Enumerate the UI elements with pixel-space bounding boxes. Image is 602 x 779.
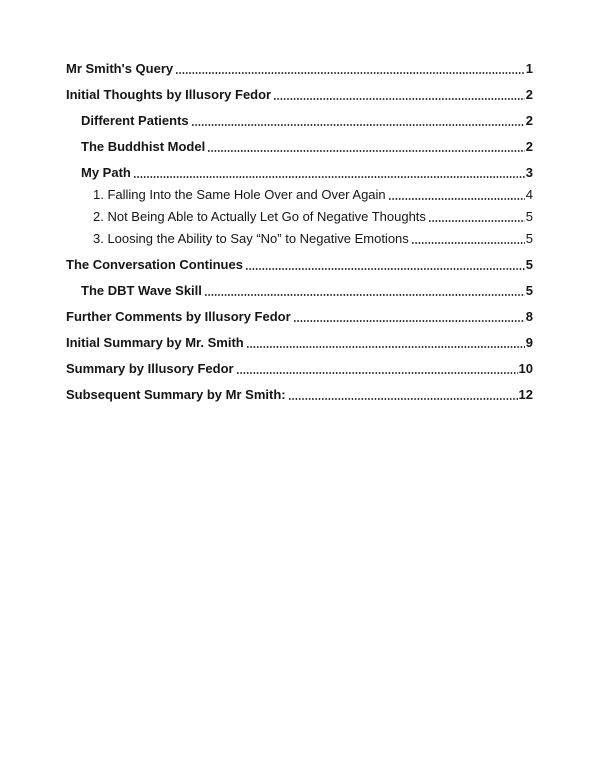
toc-entry-page: 2 xyxy=(525,113,533,128)
toc-entry-page: 5 xyxy=(525,231,533,246)
toc-entry-page: 2 xyxy=(525,87,533,102)
toc-dotted-leader xyxy=(247,346,525,348)
toc-dotted-leader xyxy=(294,320,525,322)
toc-entry-page: 10 xyxy=(518,361,533,376)
toc-entry[interactable] xyxy=(81,113,533,129)
toc-entry[interactable] xyxy=(66,309,533,325)
toc-entry-label: The Conversation Continues xyxy=(66,257,243,272)
toc-entry-label: The DBT Wave Skill xyxy=(81,283,202,298)
toc-dotted-leader xyxy=(389,198,525,200)
toc-entry-page: 12 xyxy=(518,387,533,402)
toc-dotted-leader xyxy=(429,220,525,222)
toc-entry[interactable] xyxy=(81,283,533,299)
toc-entry-page: 4 xyxy=(525,187,533,202)
toc-entry-page: 1 xyxy=(525,61,533,76)
toc-entry-label: Subsequent Summary by Mr Smith: xyxy=(66,387,286,402)
toc-entry[interactable] xyxy=(81,165,533,181)
toc-entry-label: Further Comments by Illusory Fedor xyxy=(66,309,291,324)
toc-entry[interactable] xyxy=(81,139,533,155)
toc-dotted-leader xyxy=(274,98,525,100)
toc-entry-page: 5 xyxy=(525,257,533,272)
toc-entry[interactable] xyxy=(93,231,533,247)
toc-entry[interactable] xyxy=(66,335,533,351)
toc-entry[interactable] xyxy=(66,257,533,273)
toc-entry[interactable] xyxy=(66,387,533,403)
toc-entry[interactable] xyxy=(66,61,533,77)
toc-entry-label: Summary by Illusory Fedor xyxy=(66,361,234,376)
toc-entry-label: My Path xyxy=(81,165,131,180)
toc-entry[interactable] xyxy=(66,87,533,103)
toc-entry-label: The Buddhist Model xyxy=(81,139,206,154)
toc-dotted-leader xyxy=(246,268,525,270)
toc-entry-label: Mr Smith's Query xyxy=(66,61,174,76)
toc-entry[interactable] xyxy=(93,187,533,203)
toc-entry-page: 5 xyxy=(525,209,533,224)
toc-dotted-leader xyxy=(192,124,525,126)
toc-dotted-leader xyxy=(289,398,518,400)
toc-entry-page: 8 xyxy=(525,309,533,324)
toc-entry-label: 2. Not Being Able to Actually Let Go of Negative Thoughts xyxy=(93,209,426,224)
toc-entry-label: Initial Summary by Mr. Smith xyxy=(66,335,244,350)
toc-entry-page: 5 xyxy=(525,283,533,298)
toc-entry-label: Different Patients xyxy=(81,113,189,128)
toc-dotted-leader xyxy=(176,72,525,74)
toc-dotted-leader xyxy=(412,242,525,244)
toc-entry[interactable] xyxy=(66,361,533,377)
toc-entry-label: 1. Falling Into the Same Hole Over and Over Again xyxy=(93,187,386,202)
toc-entry-label: 3. Loosing the Ability to Say “No” to Negative Emotions xyxy=(93,231,409,246)
toc-entry-label: Initial Thoughts by Illusory Fedor xyxy=(66,87,272,102)
toc-dotted-leader xyxy=(237,372,518,374)
toc-dotted-leader xyxy=(208,150,525,152)
toc-entry[interactable] xyxy=(93,209,533,225)
toc-entry-page: 9 xyxy=(525,335,533,350)
toc-dotted-leader xyxy=(134,176,525,178)
toc-entry-page: 3 xyxy=(525,165,533,180)
toc-entry-page: 2 xyxy=(525,139,533,154)
toc-dotted-leader xyxy=(205,294,525,296)
